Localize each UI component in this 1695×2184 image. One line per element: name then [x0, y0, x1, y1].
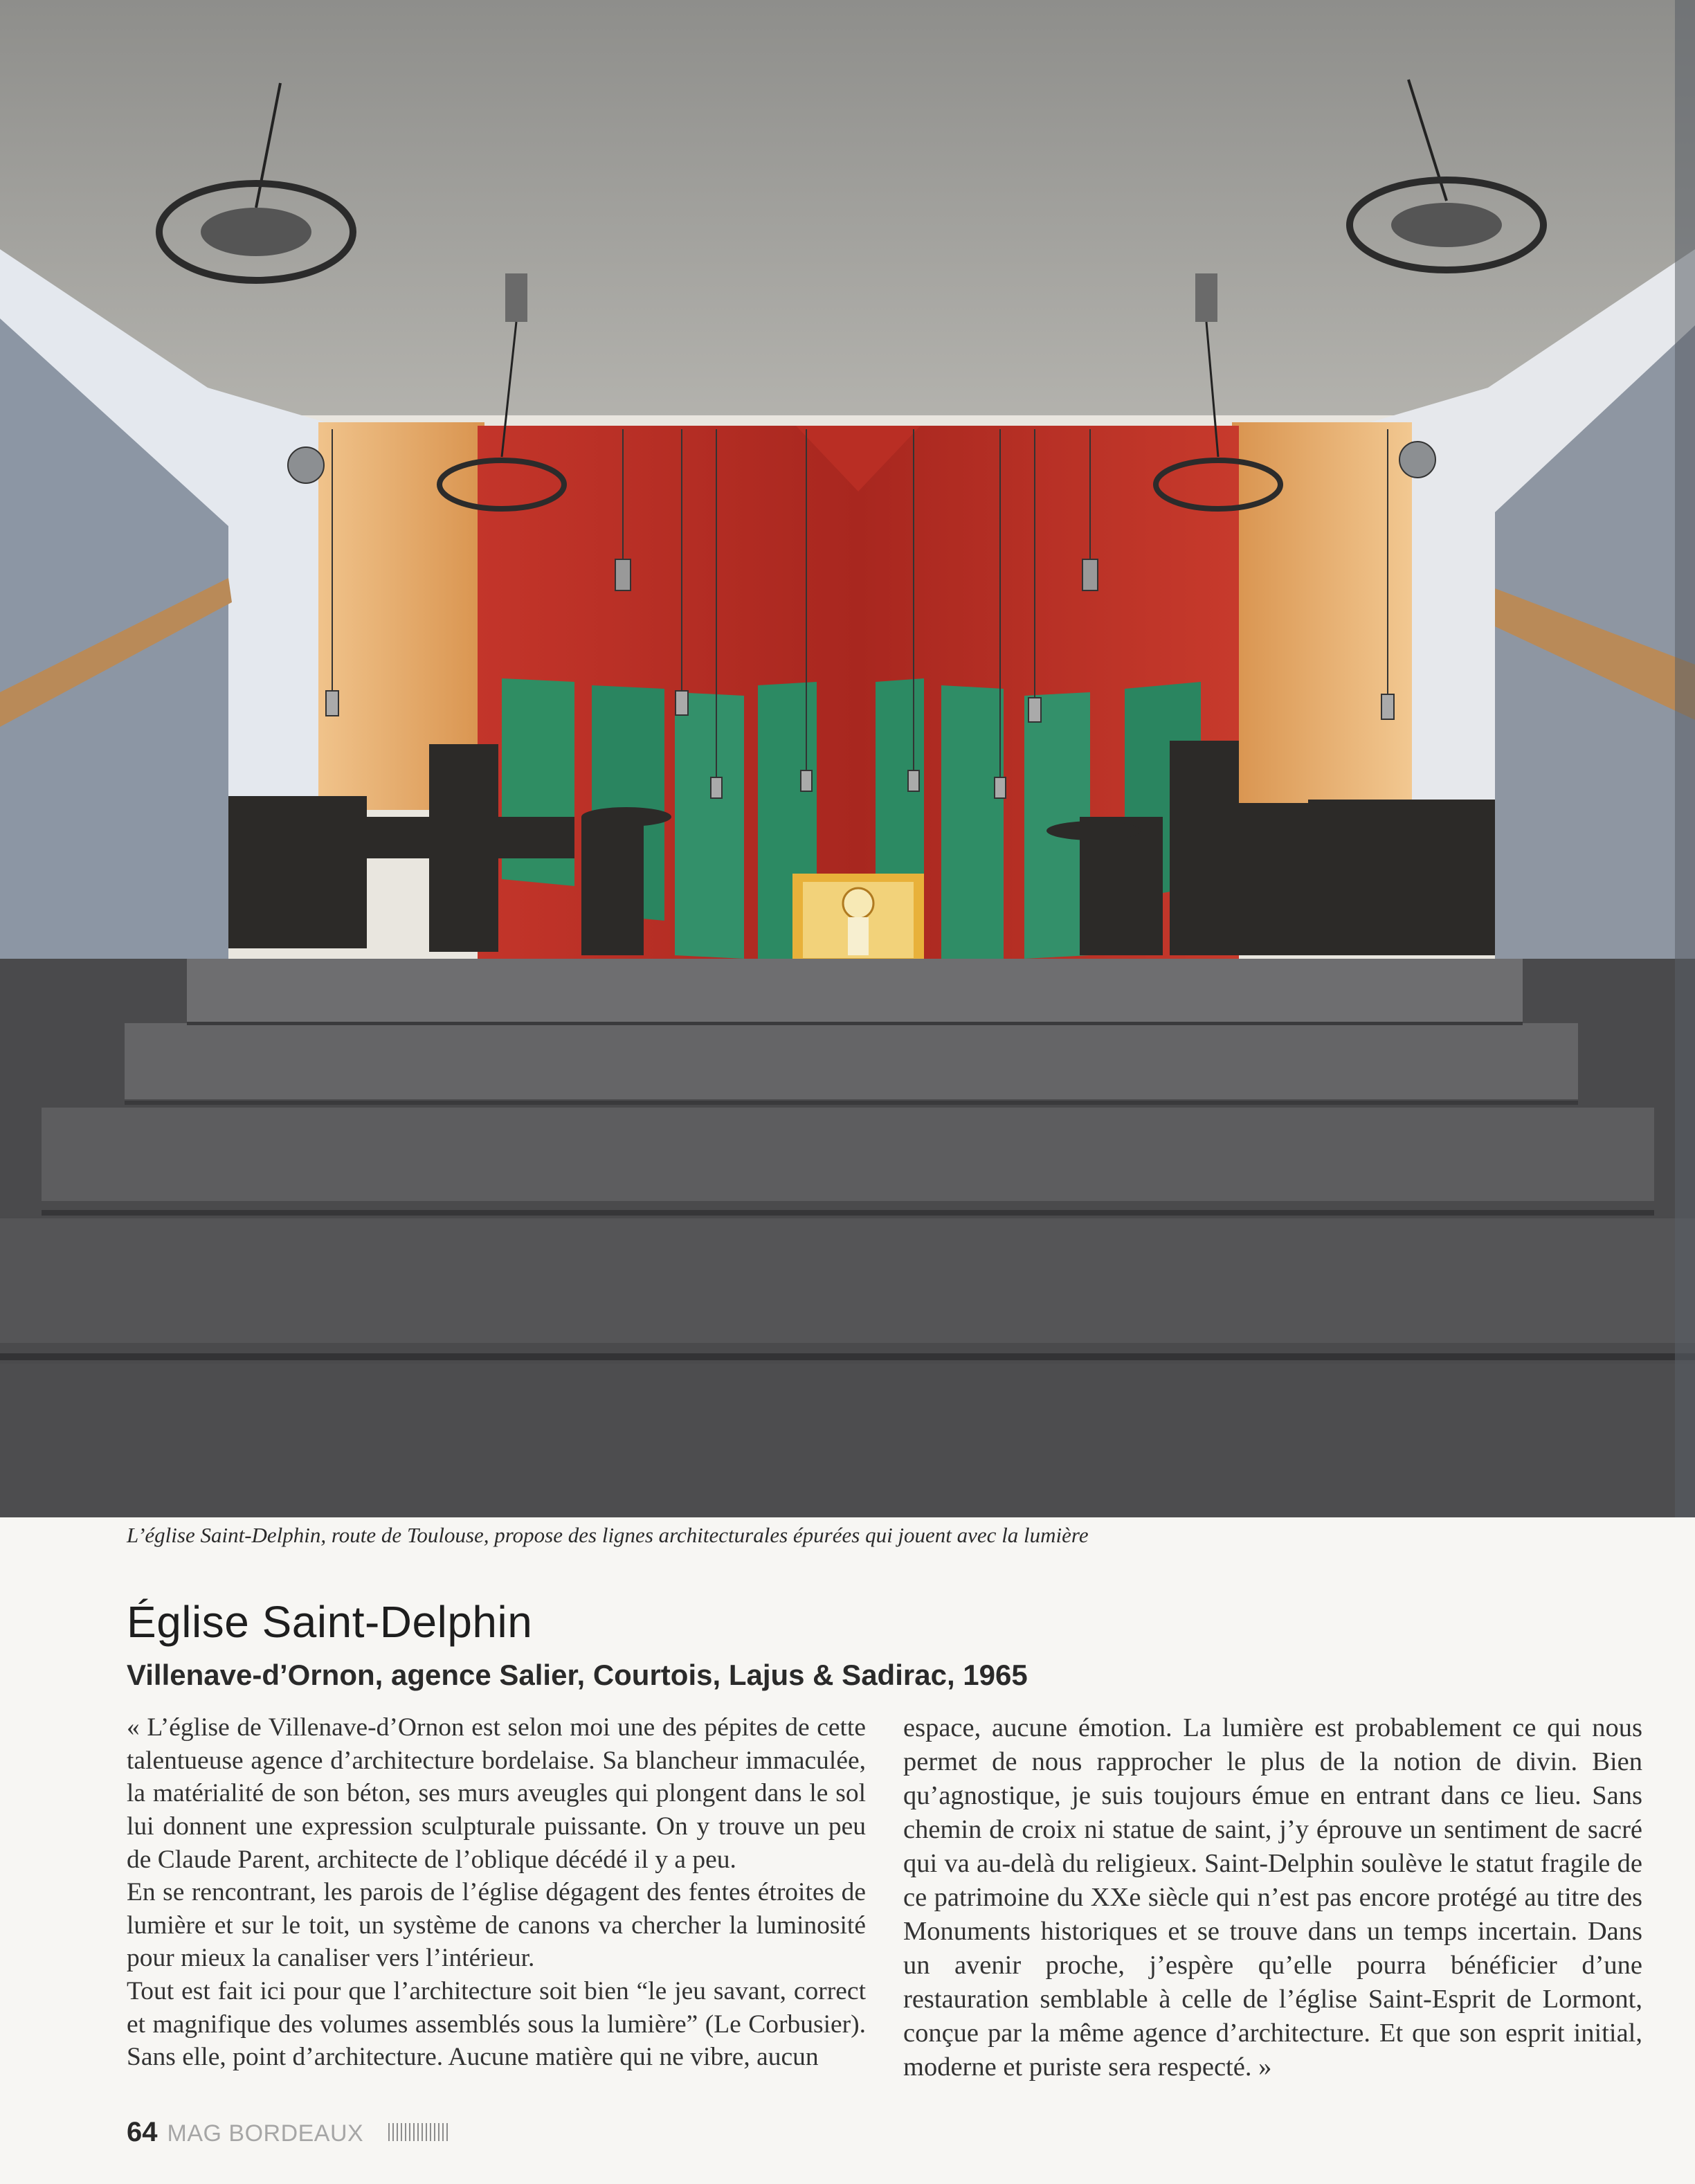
photo-caption: L’église Saint-Delphin, route de Toulouse, propose des lignes architecturales épurées qui jouent avec la lumière — [127, 1523, 1089, 1547]
text-column-right — [903, 1711, 1642, 2084]
barcode-icon — [388, 2123, 451, 2141]
article-title: Église Saint-Delphin — [127, 1597, 533, 1647]
right-light-slit — [1232, 422, 1412, 810]
magazine-name: MAG BORDEAUX — [167, 2120, 364, 2147]
paragraph: « L’église de Villenave-d’Ornon est selon moi une des pépites de cette talentueuse agence d’architecture bordelaise. Sa blancheur immaculée, la matérialité de son béton, ses murs aveugles qui plongent dans le sol lui donnent une expression sculpturale puissante. On y trouve un peu de Claude Parent, architecte de l’oblique décédé il y a peu. — [127, 1713, 866, 1874]
text-column-left — [127, 1711, 866, 2074]
page-footer — [127, 2117, 451, 2148]
page-number: 64 — [127, 2117, 158, 2147]
paragraph: En se rencontrant, les parois de l’église dégagent des fentes étroites de lumière et sur le toit, un système de canons va chercher la luminosité pour mieux la canaliser vers l’intérieur. — [127, 1878, 866, 1973]
paragraph: espace, aucune émotion. La lumière est probablement ce qui nous permet de nous rapprocher le plus de la notion de divin. Bien qu’agnostique, je suis toujours émue en entrant dans ce lieu. Sans chemin de croix ni statue de saint, j’y éprouve un sentiment de sacré qui va au-delà du religieux. Saint-Delphin soulève le statut fragile de ce patrimoine du XXe siècle qui n’est pas encore protégé au titre des Monuments historiques et se trouve dans un temps incertain. Dans un avenir proche, j’espère qu’elle pourra bénéficier d’une restauration semblable à celle de l’église Saint-Esprit de Lormont, conçue par la même agence d’architecture. Et que son esprit initial, moderne et puriste sera respecté. » — [903, 1713, 1642, 2082]
article-subtitle: Villenave-d’Ornon, agence Salier, Courtois, Lajus & Sadirac, 1965 — [127, 1659, 1028, 1691]
paragraph: Tout est fait ici pour que l’architecture soit bien “le jeu savant, correct et magnifique des volumes assemblés sous la lumière” (Le Corbusier). Sans elle, point d’architecture. Aucune matière qui ne vibre, aucun — [127, 1977, 866, 2072]
concrete-steps — [0, 959, 1695, 1517]
